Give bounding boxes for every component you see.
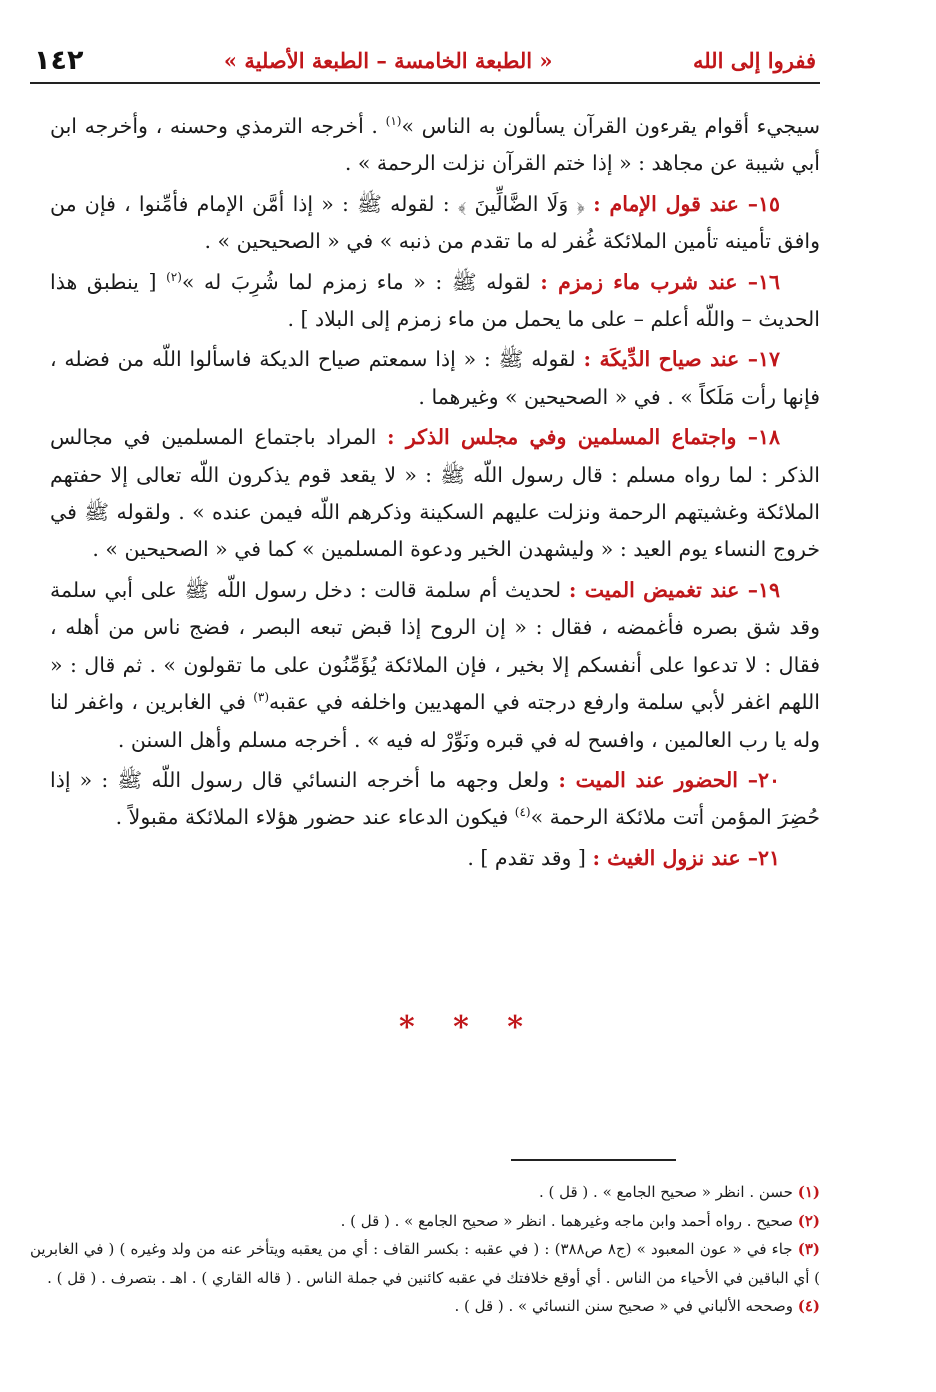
item-heading-19: ١٩– عند تغميض الميت : (568, 577, 780, 602)
footnote-number: (٣) (797, 1240, 821, 1258)
footnote-text: جاء في « عون المعبود » (ج٨ ص٣٨٨) : ( في عقبه : بكسر القاف : أي من يعقبه ويتأخر عنه من ولد وغيره ) ( في الغابرين ) أي الباقين في الأحياء من الناس . أي أوقع خلافتك في عقبه كائنين في جملة الناس . ( قاله القاري ) . اهـ . بتصرف . ( قل ) . (30, 1240, 820, 1287)
item-heading-20: ٢٠– الحضور عند الميت : (558, 767, 780, 792)
paragraph-intro: سيجيء أقوام يقرءون القرآن يسألون به الناس »$^{(١)}$ . أخرجه الترمذي وحسنه ، وأخرجه ابن أبي شيبة عن مجاهد : « إذا ختم القرآن نزلت الرحمة » . (50, 114, 820, 176)
item-heading-17: ١٧– عند صياح الدِّيكَة : (583, 347, 780, 372)
main-text (50, 108, 820, 880)
footnote-ref-4: (٤) (514, 805, 531, 820)
footnote-ref-2: (٢) (166, 269, 182, 284)
footnote-ref-1: (١) (385, 114, 402, 129)
section-separator: * * * (399, 1010, 537, 1045)
page-number: ١٤٢ (34, 44, 84, 76)
item-heading-15: ١٥– عند قول الإمام : (593, 191, 781, 216)
paragraph-19: ١٩– عند تغميض الميت : لحديث أم سلمة قالت : دخل رسول اللّه ﷺ على أبي سلمة وقد شق بصره فأغمضه ، فقال : « إن الروح إذا قبض تبعه البصر ، فضج ناس من أهله ، فقال : لا تدعوا على أنفسكم إلا بخير ، فإن الملائكة يُؤَمِّنُون على ما تقولون » . ثم قال : « اللهم اغفر لأبي سلمة وارفع درجته في المهديين واخلفه في عقبه$^{(٣)}$ في الغابرين ، واغفر لنا وله يا رب العالمين ، وافسح له في قبره ونَوِّرْ له فيه » . أخرجه مسلم وأهل السنن . (50, 577, 821, 752)
footnote-text: صحيح . رواه أحمد وابن ماجه وغيرهما . انظر « صحيح الجامع » . ( قل ) . (340, 1211, 798, 1230)
item-heading-18: ١٨– واجتماع المسلمين وفي مجلس الذكر : (387, 425, 780, 450)
footnote (30, 1207, 820, 1236)
page-header (30, 44, 820, 84)
footnote-divider (511, 1159, 676, 1161)
footnote (30, 1178, 820, 1207)
footnote (30, 1235, 820, 1292)
paragraph-21: ٢١– عند نزول الغيث : [ وقد تقدم ] . (467, 845, 780, 870)
paragraph-15: ١٥– عند قول الإمام : ﴿ وَلَا الضَّالِّينَ ﴾ : لقوله ﷺ : « إذا أمَّن الإمام فأمِّنوا ، فإن من وافق تأمينه تأمين الملائكة غُفر له ما تقدم من ذنبه » في « الصحيحين » . (50, 191, 820, 254)
footnote-number: (١) (797, 1183, 820, 1201)
paragraph-17: ١٧– عند صياح الدِّيكَة : لقوله ﷺ : « إذا سمعتم صياح الديكة فاسألوا اللّه من فضله ، فإنها رأت مَلَكاً » . في « الصحيحين » وغيرهما . (50, 347, 820, 409)
footnote (30, 1292, 820, 1321)
footnote-ref-3: (٣) (253, 690, 270, 705)
footnote-text: وصححه الألباني في « صحيح سنن النسائي » . ( قل ) . (454, 1297, 798, 1315)
paragraph-16: ١٦– عند شرب ماء زمزم : لقوله ﷺ : « ماء زمزم لما شُرِبَ له »$^{(٢)}$ [ ينطبق هذا الحديث – واللّه أعلم – على ما يحمل من ماء زمزم إلى البلاد ] . (50, 269, 820, 332)
footnote-number: (٢) (797, 1211, 820, 1230)
paragraph-18: ١٨– واجتماع المسلمين وفي مجلس الذكر : المراد باجتماع المسلمين في مجالس الذكر : لما رواه مسلم : قال رسول اللّه ﷺ : « لا يقعد قوم يذكرون اللّه تعالى إلا حفتهم الملائكة وغشيتهم الرحمة ونزلت عليهم السكينة وذكرهم اللّه فيمن عنده » . ولقوله ﷺ في خروج النساء يوم العيد : « وليشهدن الخير ودعوة المسلمين » كما في « الصحيحين » . (50, 425, 820, 562)
footnote-number: (٤) (797, 1297, 820, 1315)
item-heading-21: ٢١– عند نزول الغيث : (592, 845, 780, 870)
book-title: ففروا إلى الله (692, 47, 816, 73)
edition-label: « الطبعة الخامسة – الطبعة الأصلية » (223, 47, 553, 73)
item-heading-16: ١٦– عند شرب ماء زمزم : (540, 269, 780, 294)
paragraph-20: ٢٠– الحضور عند الميت : ولعل وجهه ما أخرجه النسائي قال رسول اللّه ﷺ : « إذا حُضِرَ المؤمن أتت ملائكة الرحمة »$^{(٤)}$ فيكون الدعاء عند حضور هؤلاء الملائكة مقبولاً . (50, 767, 820, 830)
footnote-text: حسن . انظر « صحيح الجامع » . ( قل ) . (538, 1183, 798, 1201)
footnotes (30, 1178, 820, 1321)
